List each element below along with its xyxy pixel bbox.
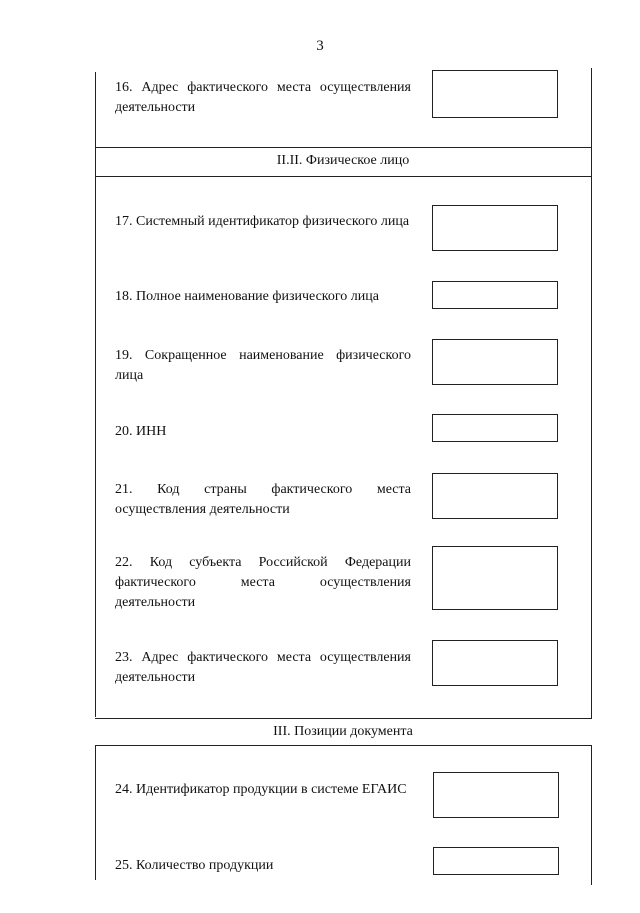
field-input-actual-address[interactable] [432,70,558,118]
field-label-individual-short-name: 19. Сокращенное наименование физического лица [115,348,411,383]
field-label-actual-address: 16. Адрес фактического места осуществления деятельности [115,80,411,115]
section-header-document-items: III. Позиции документа [273,724,413,739]
section-divider [95,718,591,719]
field-input-country-code[interactable] [432,473,558,519]
field-label-product-quantity: 25. Количество продукции [115,858,274,873]
field-input-product-quantity[interactable] [433,847,559,875]
field-label-individual-system-id: 17. Системный идентификатор физического лица [115,214,410,229]
section-divider [95,147,591,148]
field-input-individual-full-name[interactable] [432,281,558,309]
table-border-right-top [591,68,592,719]
table-border-left-bottom [95,745,96,880]
field-input-actual-address-individual[interactable] [432,640,558,686]
field-label-actual-address-individual: 23. Адрес фактического места осуществления деятельности [115,650,411,685]
field-label-country-code: 21. Код страны фактического места осуществления деятельности [115,482,411,517]
field-label-egais-product-id: 24. Идентификатор продукции в системе ЕГАИС [115,782,407,797]
field-input-egais-product-id[interactable] [433,772,559,818]
table-border-right-bottom [591,745,592,885]
section-header-individual: II.II. Физическое лицо [276,153,410,168]
page-number: 3 [316,38,324,54]
field-label-region-code: 22. Код субъекта Российской Федерации фактического места осуществления деятельности [115,555,411,610]
field-input-individual-short-name[interactable] [432,339,558,385]
section-divider [95,176,591,177]
field-input-inn[interactable] [432,414,558,442]
field-input-region-code[interactable] [432,546,558,610]
section-divider [95,745,591,746]
field-input-individual-system-id[interactable] [432,205,558,251]
field-label-inn: 20. ИНН [115,424,167,439]
field-label-individual-full-name: 18. Полное наименование физического лица [115,289,379,304]
